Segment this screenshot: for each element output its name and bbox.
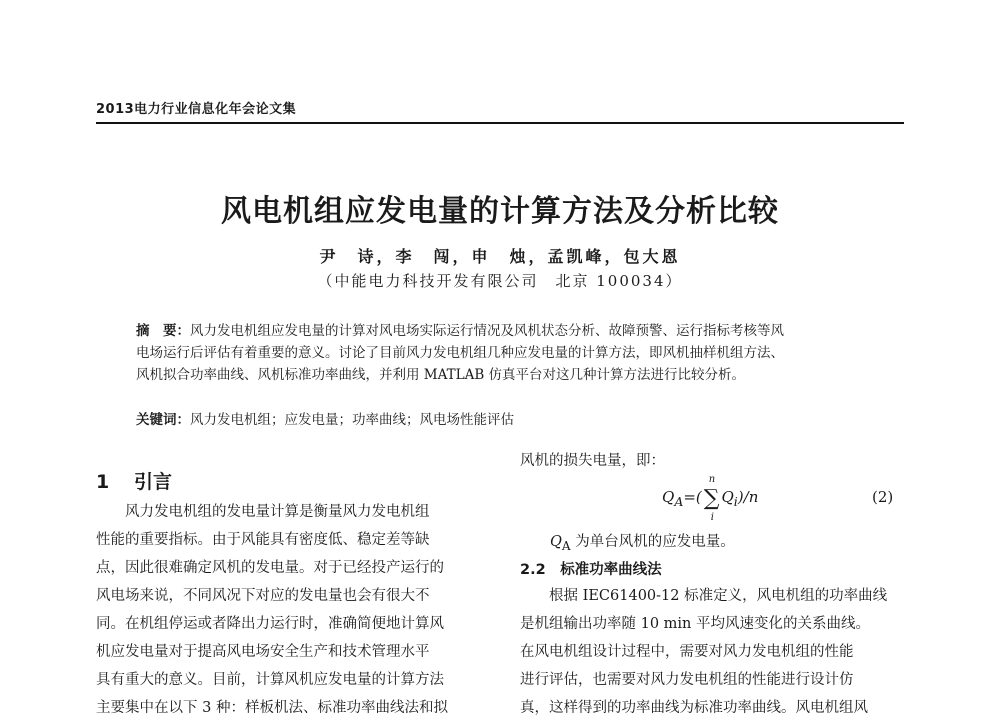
equation-number: (2) bbox=[872, 488, 894, 506]
abstract-line: 风机拟合功率曲线、风机标准功率曲线，并利用 MATLAB 仿真平台对这几种计算方法进行比较分析。 bbox=[136, 367, 746, 383]
section-1-heading bbox=[96, 467, 172, 494]
body-line: 进行评估，也需要对风力发电机组的性能进行设计仿 bbox=[520, 672, 854, 688]
body-line: 风电场来说，不同风况下对应的发电量也会有很大不 bbox=[96, 588, 430, 604]
eq-eq: =( bbox=[683, 488, 702, 506]
body-line: 主要集中在以下 3 种：样板机法、标准功率曲线法和拟 bbox=[96, 700, 448, 716]
body-line: 根据 IEC61400-12 标准定义，风电机组的功率曲线 bbox=[520, 588, 888, 604]
qa-note bbox=[550, 530, 735, 553]
qa-sub: A bbox=[561, 538, 571, 553]
paper-title: 风电机组应发电量的计算方法及分析比较 bbox=[221, 194, 779, 229]
eq-term: Q bbox=[721, 488, 734, 506]
eq-lhs: Q bbox=[662, 488, 675, 506]
eq-sum-lower: i bbox=[710, 512, 714, 523]
section-number: 1 bbox=[96, 471, 110, 493]
body-line: 风力发电机组的发电量计算是衡量风力发电机组 bbox=[96, 504, 430, 520]
eq-sum-symbol: ∑ bbox=[703, 486, 720, 511]
body-line: 具有重大的意义。目前，计算风机应发电量的计算方法 bbox=[96, 672, 444, 688]
qa-symbol: Q bbox=[550, 534, 562, 550]
body-line: 真，这样得到的功率曲线为标准功率曲线。风电机组风 bbox=[520, 700, 868, 716]
section-title: 引言 bbox=[134, 471, 173, 493]
body-line: 是机组输出功率随 10 min 平均风速变化的关系曲线。 bbox=[520, 616, 871, 632]
eq-sum-upper: n bbox=[708, 474, 716, 485]
section-title: 标准功率曲线法 bbox=[560, 562, 662, 578]
body-line: 点，因此很难确定风机的发电量。对于已经投产运行的 bbox=[96, 560, 444, 576]
body-line: 在风电机组设计过程中，需要对风力发电机组的性能 bbox=[520, 644, 854, 660]
body-line: 机应发电量对于提高风电场安全生产和技术管理水平 bbox=[96, 644, 430, 660]
section-1-body bbox=[96, 498, 488, 722]
body-line: 同。在机组停运或者降出力运行时，准确简便地计算风 bbox=[96, 616, 444, 632]
right-intro bbox=[520, 447, 910, 475]
author-list: 尹 诗，李 闯，申 烛，孟凯峰，包大恩 bbox=[319, 247, 681, 266]
abstract-label: 摘 要： bbox=[136, 323, 190, 339]
eq-rest: )/n bbox=[737, 488, 759, 506]
running-header: 2013电力行业信息化年会论文集 bbox=[96, 102, 297, 117]
qa-text: 为单台风机的应发电量。 bbox=[570, 534, 735, 550]
eq-sum bbox=[703, 474, 720, 523]
abstract-line bbox=[136, 320, 868, 342]
section-2-2-body bbox=[520, 582, 912, 722]
eq-lhs-sub: A bbox=[674, 494, 684, 509]
keywords bbox=[136, 408, 514, 428]
equation-2 bbox=[662, 474, 759, 523]
eq-term-sub: i bbox=[733, 494, 738, 509]
abstract-text: 风力发电机组应发电量的计算对风电场实际运行情况及风机状态分析、故障预警、运行指标考核等风 bbox=[190, 323, 784, 339]
body-line: 性能的重要指标。由于风能具有密度低、稳定差等缺 bbox=[96, 532, 430, 548]
section-number: 2.2 bbox=[520, 562, 546, 578]
section-2-2-heading bbox=[520, 558, 662, 579]
abstract-line: 电场运行后评估有着重要的意义。讨论了目前风力发电机组几种应发电量的计算方法，即风机抽样机组方法、 bbox=[136, 345, 784, 361]
header-rule bbox=[96, 122, 904, 124]
keywords-text: 风力发电机组；应发电量；功率曲线；风电场性能评估 bbox=[190, 412, 514, 428]
keywords-label: 关键词： bbox=[136, 412, 190, 428]
body-line: 风机的损失电量，即： bbox=[520, 453, 665, 469]
affiliation: （中能电力科技开发有限公司 北京 100034） bbox=[317, 272, 683, 290]
abstract bbox=[136, 320, 868, 386]
